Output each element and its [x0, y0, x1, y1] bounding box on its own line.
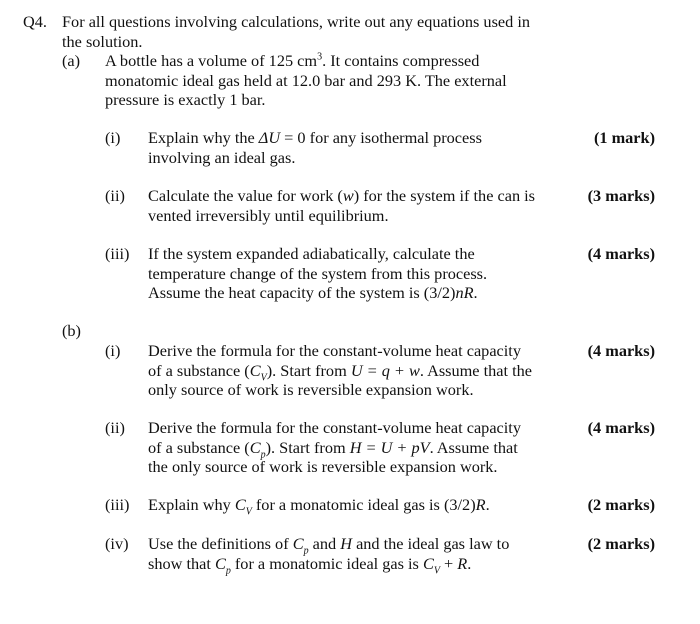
marks-label: (3 marks) — [587, 186, 655, 205]
subpart-label: (iii) — [105, 244, 130, 263]
marks-label: (2 marks) — [587, 534, 655, 553]
question-intro — [62, 12, 530, 51]
question-number: Q4. — [23, 12, 47, 31]
subpart-label: (i) — [105, 128, 121, 147]
intro-line: For all questions involving calculations, write out any equations used in — [62, 12, 531, 31]
marks-label: (4 marks) — [587, 244, 655, 263]
subpart-text: Calculate the value for work (w) for the system if the can is vented irreversibly until equilibrium. — [148, 186, 536, 225]
stem-line: monatomic ideal gas held at 12.0 bar and 293 K. The external — [105, 70, 507, 90]
part-a-label: (a) — [62, 51, 81, 70]
superscript: 3 — [317, 51, 323, 63]
marks-label: (1 mark) — [593, 128, 655, 147]
part-b-label: (b) — [62, 321, 81, 340]
subpart-label: (i) — [105, 341, 121, 360]
subpart-text: Use the definitions of $C_p$ and H and the ideal gas law to show that $C_p$ for a monatomic ideal gas is $C_V + R$. — [148, 534, 510, 576]
intro-line: the solution. — [62, 31, 143, 51]
subpart-label: (ii) — [105, 186, 125, 205]
marks-label: (2 marks) — [587, 495, 655, 514]
subpart-label: (ii) — [105, 418, 125, 437]
subpart-text: Derive the formula for the constant-volume heat capacity of a substance $(C_p)$. Start from H = U + pV. Assume that the only source of work is reversible expansion work. — [148, 418, 521, 476]
subpart-text: Derive the formula for the constant-volume heat capacity of a substance $(C_V)$. Start from U = q + w. Assume that the only source of work is reversible expansion work. — [148, 341, 532, 399]
stem-line: pressure is exactly 1 bar. — [105, 90, 266, 109]
subpart-label: (iv) — [105, 534, 129, 553]
marks-label: (4 marks) — [587, 418, 655, 437]
subpart-text: If the system expanded adiabatically, calculate the temperature change of the system from this process. Assume the heat capacity of the system is (3/2)nR. — [148, 244, 488, 302]
subpart-label: (iii) — [105, 495, 130, 514]
subpart-text: Explain why $C_V$ for a monatomic ideal gas is (3/2)R. — [148, 495, 490, 518]
stem-line: A bottle has a volume of 125 $cm^3$. It contains compressed — [105, 51, 480, 70]
subpart-text: Explain why the ΔU = 0 for any isothermal process involving an ideal gas. — [148, 128, 482, 167]
part-a-stem — [105, 51, 507, 110]
marks-label: (4 marks) — [587, 341, 655, 360]
